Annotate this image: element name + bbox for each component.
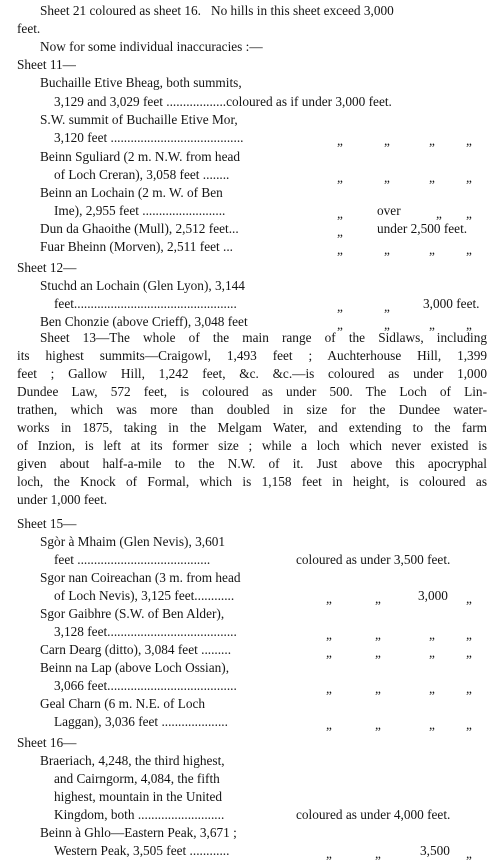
sheet15-line: Geal Charn (6 m. N.E. of Loch — [40, 696, 206, 711]
ditto-mark: „ — [384, 133, 390, 148]
ditto-mark: „ — [466, 627, 472, 642]
ditto-mark: „ — [326, 645, 332, 660]
ditto-mark: „ — [429, 645, 435, 660]
ditto-mark: „ — [375, 591, 381, 606]
sheet11-line: Ime), 2,955 feet ......................... — [54, 203, 226, 218]
sheet13-paragraph-line: trathen, which was more than doubled in size for the Dundee water- — [17, 402, 487, 417]
sheet12-line: Ben Chonzie (above Crieff), 3,048 feet — [40, 314, 248, 329]
ditto-mark: „ — [466, 170, 472, 185]
sheet13-paragraph-line: loch, the Knock of Formal, which is 1,158 feet in height, is coloured as — [17, 474, 487, 489]
sheet13-paragraph-last-line: under 1,000 feet. — [17, 492, 108, 507]
ditto-mark: „ — [326, 681, 332, 696]
ditto-mark: „ — [384, 317, 390, 332]
intro-line: Now for some individual inaccuracies :— — [40, 39, 263, 54]
3500-value: 3,500 — [420, 843, 450, 858]
sheet21-continuation: feet. — [17, 21, 41, 36]
ditto-mark: „ — [375, 846, 381, 861]
ditto-mark: „ — [429, 170, 435, 185]
3000-value: 3,000 — [418, 588, 448, 603]
ditto-mark: „ — [466, 645, 472, 660]
ditto-mark: „ — [466, 681, 472, 696]
sheet15-line: of Loch Nevis), 3,125 feet............ — [54, 588, 235, 603]
ditto-mark: „ — [429, 717, 435, 732]
sheet11-line: S.W. summit of Buchaille Etive Mor, — [40, 112, 238, 127]
ditto-mark: „ — [429, 627, 435, 642]
sheet15-line: Beinn na Lap (above Loch Ossian), — [40, 660, 230, 675]
sheet11-line: Beinn an Lochain (2 m. W. of Ben — [40, 185, 223, 200]
ditto-mark: „ — [326, 591, 332, 606]
sheet15-line: Laggan), 3,036 feet .................... — [54, 714, 228, 729]
ditto-mark: „ — [375, 645, 381, 660]
sheet12-line: Stuchd an Lochain (Glen Lyon), 3,144 — [40, 278, 245, 293]
sheet11-heading: Sheet 11— — [17, 57, 76, 72]
ditto-mark: „ — [466, 846, 472, 861]
ditto-mark: „ — [429, 681, 435, 696]
ditto-mark: „ — [337, 224, 343, 239]
sheet15-line: Sgor Gaibhre (S.W. of Ben Alder), — [40, 606, 225, 621]
sheet11-line: Fuar Bheinn (Morven), 2,511 feet ... — [40, 239, 234, 254]
over-word: over — [377, 203, 401, 218]
sheet16-line: and Cairngorm, 4,084, the fifth — [54, 771, 220, 786]
ditto-mark: „ — [375, 627, 381, 642]
sheet11-line: 3,129 and 3,029 feet ..................coloured as if under 3,000 feet. — [54, 94, 392, 109]
ditto-mark: „ — [326, 717, 332, 732]
ditto-mark: „ — [429, 317, 435, 332]
sheet11-line: Beinn Sguliard (2 m. N.W. from head — [40, 149, 241, 164]
ditto-mark: „ — [436, 206, 442, 221]
ditto-mark: „ — [384, 170, 390, 185]
ditto-mark: „ — [337, 206, 343, 221]
sheet15-line: 3,128 feet....................................... — [54, 624, 237, 639]
ditto-mark: „ — [384, 299, 390, 314]
sheet16-line: Beinn à Ghlo—Eastern Peak, 3,671 ; — [40, 825, 237, 840]
sheet13-paragraph-line: of Inzion, is left at its former size ; while a loch which never existed is — [17, 438, 487, 453]
ditto-mark: „ — [326, 846, 332, 861]
ditto-mark: „ — [466, 242, 472, 257]
ditto-mark: „ — [429, 133, 435, 148]
under-2500-phrase: under 2,500 feet. — [377, 221, 468, 236]
sheet16-line: Western Peak, 3,505 feet ............ — [54, 843, 230, 858]
ditto-mark: „ — [466, 717, 472, 732]
sheet15-heading: Sheet 15— — [17, 516, 77, 531]
ditto-mark: „ — [326, 627, 332, 642]
sheet16-heading: Sheet 16— — [17, 735, 77, 750]
sheet16-line: highest, mountain in the United — [54, 789, 223, 804]
sheet16-line: Braeriach, 4,248, the third highest, — [40, 753, 225, 768]
sheet15-line: Carn Dearg (ditto), 3,084 feet ......... — [40, 642, 232, 657]
ditto-mark: „ — [375, 681, 381, 696]
sheet13-paragraph-line: given about half-a-mile to the N.W. of it. Just above this apocryphal — [17, 456, 487, 471]
sheet11-line: Buchaille Etive Bheag, both summits, — [40, 75, 242, 90]
ditto-mark: „ — [337, 317, 343, 332]
sheet15-line: Sgor nan Coireachan (3 m. from head — [40, 570, 241, 585]
ditto-mark: „ — [466, 317, 472, 332]
ditto-mark: „ — [384, 242, 390, 257]
sheet12-heading: Sheet 12— — [17, 260, 77, 275]
sheet11-line: of Loch Creran), 3,058 feet ........ — [54, 167, 230, 182]
sheet13-paragraph-line: Dundee Law, 572 feet, is coloured as under 500. The Loch of Lin- — [17, 384, 487, 399]
sheet15-line: Sgòr à Mhaim (Glen Nevis), 3,601 — [40, 534, 226, 549]
ditto-mark: „ — [429, 242, 435, 257]
ditto-mark: „ — [337, 242, 343, 257]
sheet13-paragraph-line: works in 1875, taking in the Melgam Water, and extending to the farm — [17, 420, 487, 435]
ditto-mark: „ — [466, 133, 472, 148]
coloured-under-3500-phrase: coloured as under 3,500 feet. — [296, 552, 451, 567]
sheet15-line: 3,066 feet....................................... — [54, 678, 237, 693]
sheet13-paragraph-line: its highest summits—Craigowl, 1,493 feet ; Auchterhouse Hill, 1,399 — [17, 348, 487, 363]
sheet11-line: 3,120 feet ........................................ — [54, 130, 244, 145]
sheet13-paragraph-line: Sheet 13—The whole of the main range of the Sidlaws, including — [40, 330, 487, 345]
ditto-mark: „ — [337, 299, 343, 314]
ditto-mark: „ — [466, 206, 472, 221]
ditto-mark: „ — [337, 133, 343, 148]
ditto-mark: „ — [375, 717, 381, 732]
sheet12-line: feet................................................. — [54, 296, 237, 311]
ditto-mark: „ — [337, 170, 343, 185]
sheet13-paragraph-line: feet ; Gallow Hill, 1,242 feet, &c. &c.—is coloured as under 1,000 — [17, 366, 487, 381]
sheet21-line: Sheet 21 coloured as sheet 16. No hills in this sheet exceed 3,000 — [40, 3, 394, 18]
coloured-under-4000-phrase: coloured as under 4,000 feet. — [296, 807, 451, 822]
ditto-mark: „ — [466, 591, 472, 606]
sheet15-line: feet ........................................ — [54, 552, 211, 567]
3000-feet-phrase: 3,000 feet. — [423, 296, 480, 311]
sheet11-line: Dun da Ghaoithe (Mull), 2,512 feet... — [40, 221, 239, 236]
sheet16-line: Kingdom, both .......................... — [54, 807, 225, 822]
